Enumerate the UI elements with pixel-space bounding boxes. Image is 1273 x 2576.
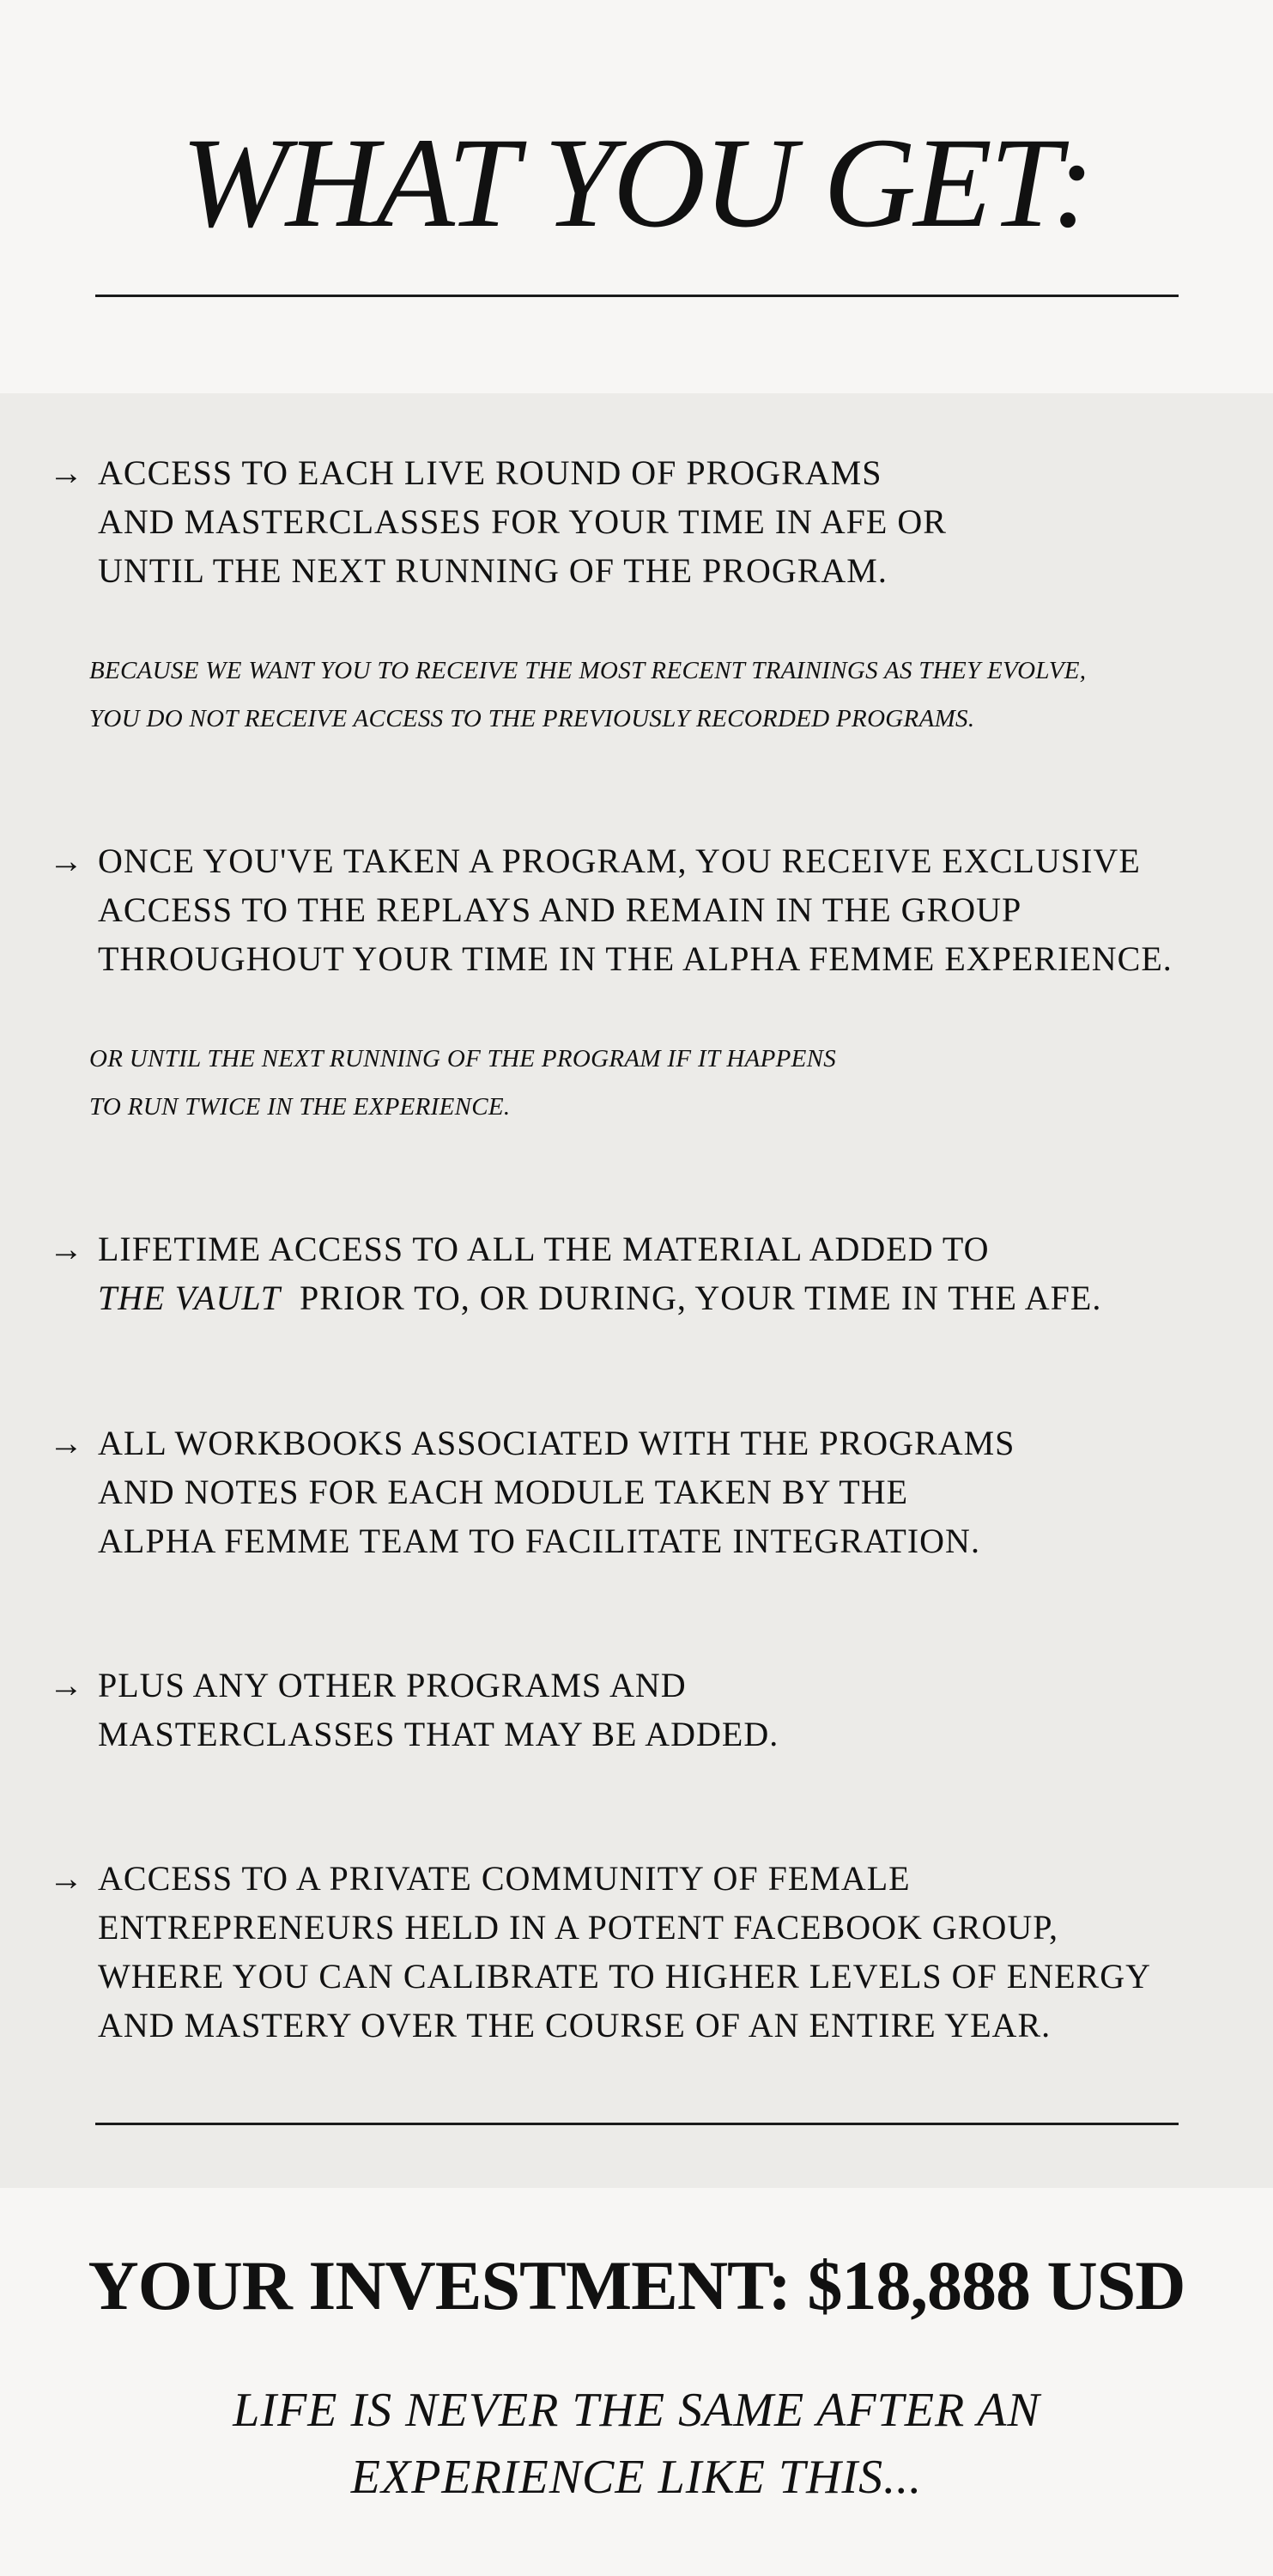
benefit-line: AND MASTERY OVER THE COURSE OF AN ENTIRE YEAR. bbox=[98, 2006, 1052, 2044]
benefit-line-with-emphasis bbox=[98, 1273, 1101, 1322]
note-line: YOU DO NOT RECEIVE ACCESS TO THE PREVIOUSLY RECORDED PROGRAMS. bbox=[89, 705, 975, 732]
arrow-icon: → bbox=[49, 1859, 84, 1898]
benefit-line: ALL WORKBOOKS ASSOCIATED WITH THE PROGRAMS bbox=[98, 1424, 1015, 1462]
benefit-line: ACCESS TO EACH LIVE ROUND OF PROGRAMS bbox=[98, 453, 882, 492]
divider-top bbox=[95, 295, 1179, 297]
benefit-line: THROUGHOUT YOUR TIME IN THE ALPHA FEMME EXPERIENCE. bbox=[98, 939, 1173, 978]
benefit-item-4 bbox=[49, 1419, 1015, 1565]
tagline bbox=[0, 2377, 1273, 2511]
page-title: WHAT YOU GET: bbox=[180, 112, 1093, 254]
benefit-note-2 bbox=[89, 1035, 836, 1131]
tagline-line: EXPERIENCE LIKE THIS... bbox=[350, 2451, 923, 2504]
benefit-note-1 bbox=[89, 647, 1086, 743]
benefit-line: AND NOTES FOR EACH MODULE TAKEN BY THE bbox=[98, 1473, 909, 1511]
vault-emphasis: THE VAULT bbox=[98, 1279, 282, 1317]
benefit-item-3 bbox=[49, 1224, 1101, 1322]
arrow-icon: → bbox=[49, 453, 84, 492]
benefit-line: MASTERCLASSES THAT MAY BE ADDED. bbox=[98, 1715, 779, 1753]
benefit-line: ACCESS TO A PRIVATE COMMUNITY OF FEMALE bbox=[98, 1859, 911, 1898]
benefit-line: ONCE YOU'VE TAKEN A PROGRAM, YOU RECEIVE EXCLUSIVE bbox=[98, 841, 1141, 880]
arrow-icon: → bbox=[49, 1230, 84, 1268]
benefit-line: ENTREPRENEURS HELD IN A POTENT FACEBOOK GROUP, bbox=[98, 1908, 1059, 1947]
benefit-line: ALPHA FEMME TEAM TO FACILITATE INTEGRATION. bbox=[98, 1522, 980, 1560]
investment-heading: YOUR INVESTMENT: $18,888 USD bbox=[88, 2246, 1185, 2324]
benefit-line: LIFETIME ACCESS TO ALL THE MATERIAL ADDED TO bbox=[98, 1230, 990, 1268]
note-line: TO RUN TWICE IN THE EXPERIENCE. bbox=[89, 1093, 511, 1121]
benefit-line-rest: PRIOR TO, OR DURING, YOUR TIME IN THE AFE. bbox=[300, 1279, 1102, 1317]
benefit-item-2 bbox=[49, 836, 1173, 983]
benefit-line: PLUS ANY OTHER PROGRAMS AND bbox=[98, 1666, 687, 1704]
benefit-line: UNTIL THE NEXT RUNNING OF THE PROGRAM. bbox=[98, 551, 888, 590]
benefit-line: ACCESS TO THE REPLAYS AND REMAIN IN THE GROUP bbox=[98, 890, 1022, 929]
benefit-item-5 bbox=[49, 1661, 779, 1759]
benefit-line: WHERE YOU CAN CALIBRATE TO HIGHER LEVELS OF ENERGY bbox=[98, 1957, 1151, 1996]
note-line: BECAUSE WE WANT YOU TO RECEIVE THE MOST RECENT TRAININGS AS THEY EVOLVE, bbox=[89, 657, 1087, 684]
arrow-icon: → bbox=[49, 1424, 84, 1462]
tagline-line: LIFE IS NEVER THE SAME AFTER AN bbox=[233, 2384, 1040, 2437]
note-line: OR UNTIL THE NEXT RUNNING OF THE PROGRAM IF IT HAPPENS bbox=[89, 1045, 837, 1072]
benefit-line: AND MASTERCLASSES FOR YOUR TIME IN AFE OR bbox=[98, 502, 947, 541]
benefit-item-1 bbox=[49, 448, 947, 595]
arrow-icon: → bbox=[49, 841, 84, 880]
benefit-item-6 bbox=[49, 1854, 1151, 2050]
arrow-icon: → bbox=[49, 1666, 84, 1704]
divider-bottom bbox=[95, 2123, 1179, 2125]
